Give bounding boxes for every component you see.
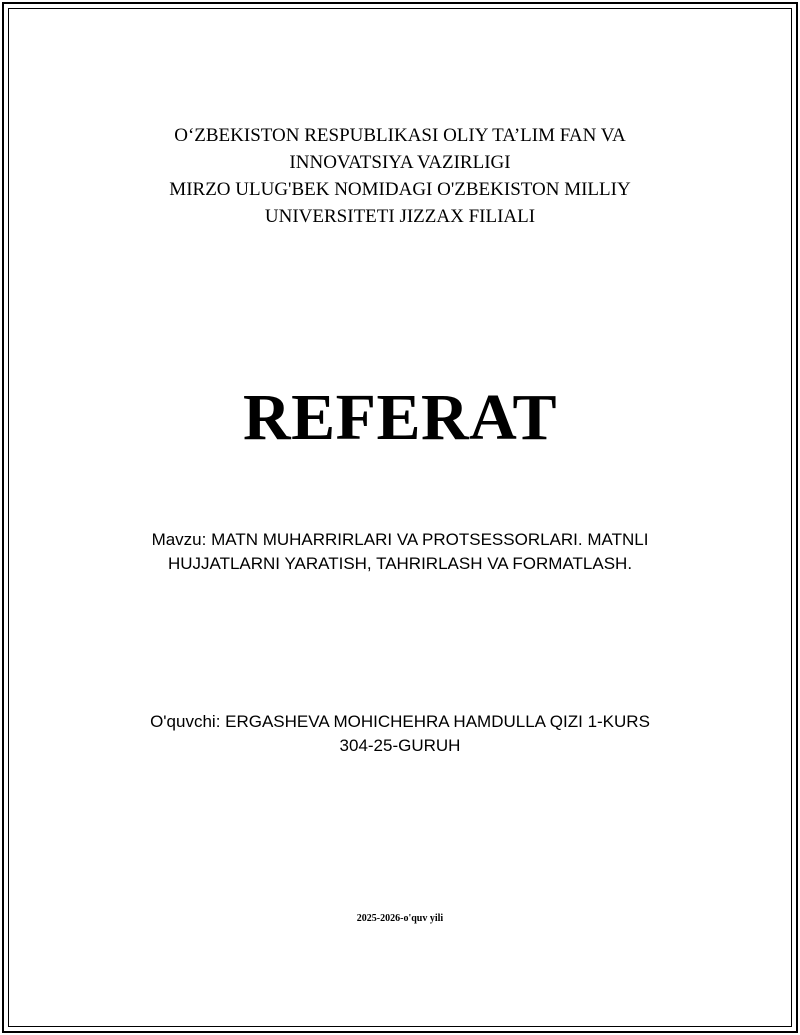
header-line: UNIVERSITETI JIZZAX FILIALI bbox=[264, 206, 536, 227]
student-line: O'quvchi: ERGASHEVA MOHICHEHRA HAMDULLA QIZI 1-KURS bbox=[150, 712, 650, 731]
student-line: 304-25-GURUH bbox=[339, 736, 461, 755]
institution-header bbox=[60, 122, 740, 230]
header-line: MIRZO ULUG'BEK NOMIDAGI O'ZBEKISTON MILLIY bbox=[169, 179, 631, 200]
document-title: REFERAT bbox=[243, 381, 557, 454]
topic-section bbox=[60, 528, 740, 576]
header-line: O‘ZBEKISTON RESPUBLIKASI OLIY TA’LIM FAN VA bbox=[174, 125, 626, 146]
student-section bbox=[60, 710, 740, 758]
topic-line: Mavzu: MATN MUHARRIRLARI VA PROTSESSORLARI. MATNLI bbox=[151, 530, 649, 549]
academic-year: 2025-2026-o'quv yili bbox=[356, 913, 444, 924]
topic-line: HUJJATLARNI YARATISH, TAHRIRLASH VA FORMATLASH. bbox=[167, 554, 633, 573]
header-line: INNOVATSIYA VAZIRLIGI bbox=[289, 152, 511, 173]
